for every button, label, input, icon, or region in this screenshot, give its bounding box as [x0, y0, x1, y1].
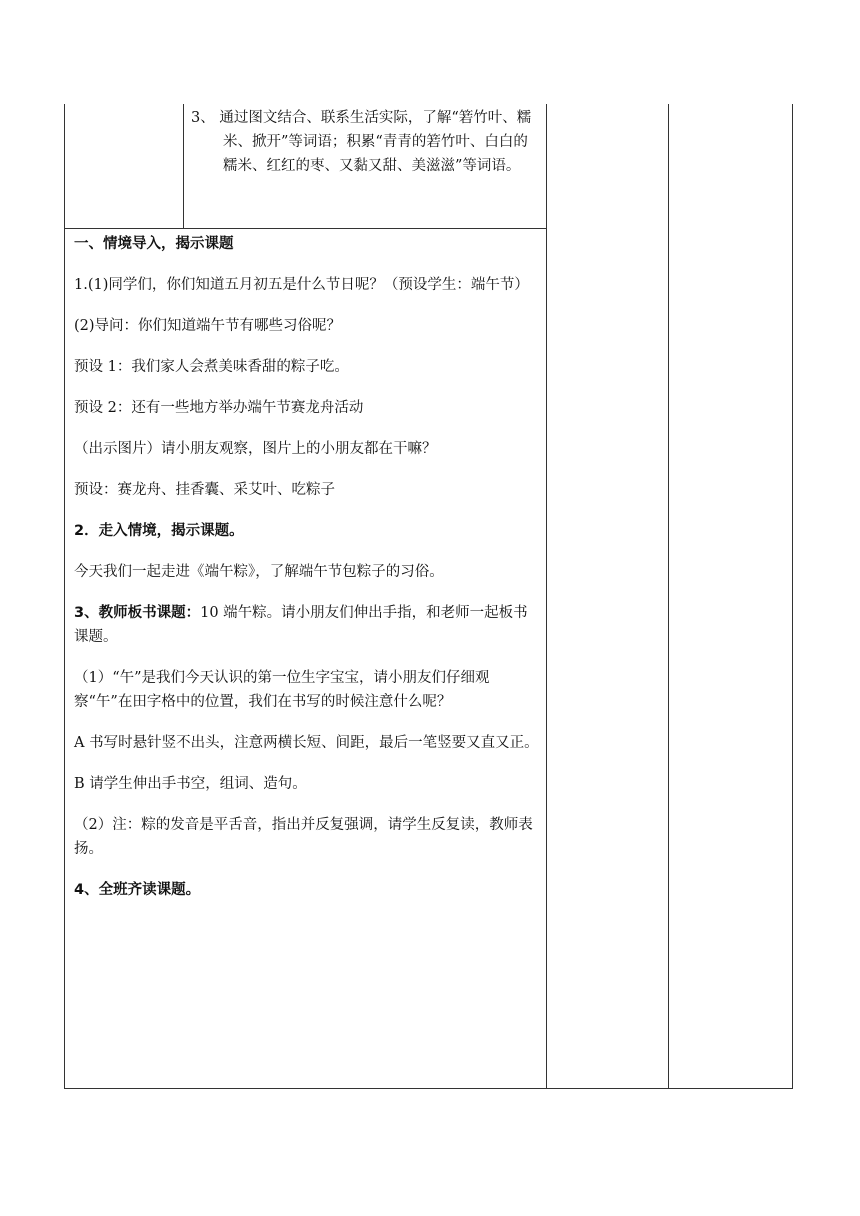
table-right-border	[792, 104, 793, 1088]
paragraph: 预设：赛龙舟、挂香囊、采艾叶、吃粽子	[74, 482, 335, 498]
paragraph: （1）“午”是我们今天认识的第一位生字宝宝，请小朋友们仔细观察“午”在田字格中的位置，我们在书写的时候注意什么呢？	[74, 670, 490, 710]
paragraph	[74, 601, 540, 649]
paragraph: 预设 1：我们家人会煮美味香甜的粽子吃。	[74, 359, 349, 375]
paragraph-rest: 10 端午粽。请小朋友们伸出手指，和老师一起板书课题。	[74, 605, 528, 645]
paragraph: B 请学生伸出手书空，组词、造句。	[74, 776, 307, 792]
paragraph: 今天我们一起走进《端午粽》，了解端午节包粽子的习俗。	[74, 564, 444, 580]
paragraph: 预设 2：还有一些地方举办端午节赛龙舟活动	[74, 400, 364, 416]
paragraph: （2）注：粽的发音是平舌音，指出并反复强调，请学生反复读，教师表扬。	[74, 817, 533, 857]
section-title: 一、情境导入，揭示课题	[74, 236, 234, 252]
paragraph: (2)导问：你们知道端午节有哪些习俗呢？	[74, 318, 342, 334]
paragraph: （出示图片）请小朋友观察，图片上的小朋友都在干嘛？	[74, 441, 437, 457]
objective-text: 3、 通过图文结合、联系生活实际，了解“箬竹叶、糯米、掀开”等词语；积累“青青的箬竹叶、白白的糯米、红红的枣、又黏又甜、美滋滋”等词语。	[191, 110, 532, 174]
lesson-process-cell	[74, 232, 540, 919]
objective-cell	[191, 106, 539, 178]
table-bottom-border	[64, 1088, 793, 1089]
paragraph: 1.(1)同学们，你们知道五月初五是什么节日呢？（预设学生：端午节）	[74, 277, 529, 293]
section-title: 2．走入情境，揭示课题。	[74, 523, 244, 539]
table-inner-divider	[183, 104, 184, 228]
table-left-border	[64, 104, 65, 1088]
table-row-divider	[64, 228, 547, 229]
table-column-divider-1	[546, 104, 547, 1088]
paragraph: A 书写时悬针竖不出头，注意两横长短、间距，最后一笔竖要又直又正。	[74, 735, 539, 751]
paragraph-lead: 3、教师板书课题：	[74, 605, 201, 621]
section-title: 4、全班齐读课题。	[74, 882, 201, 898]
table-column-divider-2	[668, 104, 669, 1088]
